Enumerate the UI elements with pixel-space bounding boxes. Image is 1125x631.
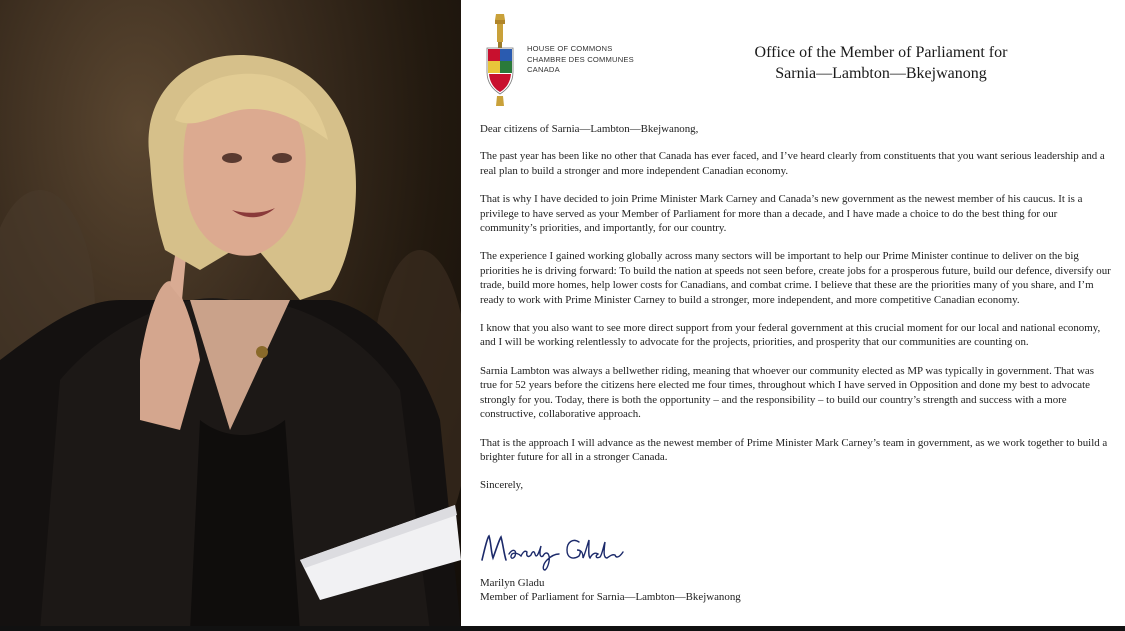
office-heading <box>681 42 1081 84</box>
paragraph-2: That is why I have decided to join Prime Minister Mark Carney and Canada’s new government as the newest member of his caucus. It is a privilege to have served as your Member of Parliament for more than a decade, and I have made a choice to do the best thing for our community’s priorities, and importantly, for our country. <box>480 193 1083 235</box>
bottom-border <box>0 626 1125 631</box>
signer-title: Member of Parliament for Sarnia—Lambton—Bkejwanong <box>480 591 741 604</box>
signature-block <box>480 576 741 605</box>
paragraph-1: The past year has been like no other that Canada has ever faced, and I’ve heard clearly from constituents that you want serious leadership and a real plan to build a stronger and more independent Canadian economy. <box>480 150 1105 177</box>
paragraph-6: That is the approach I will advance as the newest member of Prime Minister Mark Carney’s team in government, as we work together to build a brighter future for all in a stronger Canada. <box>480 436 1108 463</box>
photo-of-mp <box>0 0 461 631</box>
salutation: Dear citizens of Sarnia—Lambton—Bkejwanong, <box>480 123 699 135</box>
letter-page <box>461 0 1125 626</box>
house-of-commons-crest-icon <box>484 10 516 110</box>
paragraph-4: I know that you also want to see more direct support from your federal government at this crucial moment for our local and national economy, and I will be working relentlessly to advocate for the projects, priorities, and prosperity that our communities are counting on. <box>480 322 1101 349</box>
letter-body <box>480 122 1112 507</box>
handwritten-signature <box>479 528 649 572</box>
mp-photo-illustration <box>0 0 461 631</box>
office-title-line1: Office of the Member of Parliament for <box>754 44 1008 61</box>
house-en-label: HOUSE OF COMMONS <box>527 44 613 53</box>
house-of-commons-wordmark <box>527 44 634 76</box>
office-title-line2: Sarnia—Lambton—Bkejwanong <box>775 65 987 82</box>
paragraph-3: The experience I gained working globally across many sectors will be important to help our Prime Minister continue to deliver on the big priorities he is driving forward: To build the nation at speeds not seen before, create jobs for a prosperous future, build our defence, diversify our trade, build more homes, help lower costs for Canadians, and combat crime. I believe that these are the priorities many of you share, and I’m ready to work with Prime Minister Carney to build a stronger, more independent, and more competitive Canadian economy. <box>480 250 1111 306</box>
signer-name: Marilyn Gladu <box>480 577 545 589</box>
paragraph-5: Sarnia Lambton was always a bellwether riding, meaning that whoever our community elected as MP was typically in government. That was true for 52 years before the citizens here elected me four times, throughout which I have served in Opposition and done my best to advocate strongly for you. Today, there is both the opportunity – and the responsibility – to build our country’s strength and success with a more constructive, collaborative approach. <box>480 364 1094 421</box>
country-label: CANADA <box>527 65 560 74</box>
house-fr-label: CHAMBRE DES COMMUNES <box>527 54 634 64</box>
closing: Sincerely, <box>480 479 524 492</box>
